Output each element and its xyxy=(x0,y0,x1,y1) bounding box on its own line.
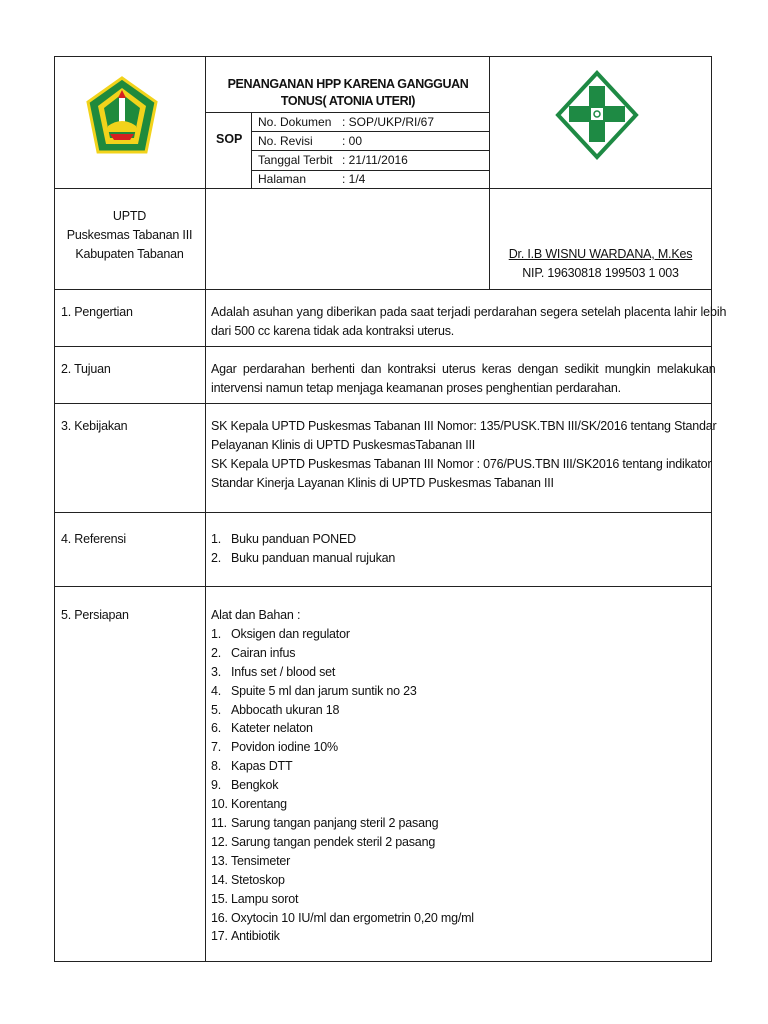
regency-crest-icon xyxy=(86,76,158,156)
list-number: 16. xyxy=(211,910,228,925)
list-number: 1. xyxy=(211,532,222,546)
section-pengertian-text xyxy=(211,303,727,341)
org-line-3: Kabupaten Tabanan xyxy=(75,247,184,261)
org-line-2: Puskesmas Tabanan III xyxy=(66,228,193,242)
list-text: Korentang xyxy=(231,797,287,812)
list-text: Lampu sorot xyxy=(231,891,299,906)
section-referensi-label: 4. Referensi xyxy=(61,532,126,546)
list-text: Stetoskop xyxy=(231,872,285,887)
list-item xyxy=(211,833,474,852)
persiapan-heading: Alat dan Bahan : xyxy=(211,608,301,622)
list-text: Infus set / blood set xyxy=(231,664,336,679)
signatory-nip: NIP. 19630818 199503 1 003 xyxy=(522,266,679,280)
signatory-name xyxy=(489,245,712,263)
list-number: 15. xyxy=(211,891,228,906)
list-text: Buku panduan PONED xyxy=(231,532,356,546)
section-kebijakan-text xyxy=(211,417,717,493)
list-text: Sarung tangan pendek steril 2 pasang xyxy=(231,834,436,849)
list-item xyxy=(211,644,474,663)
text-line: dari 500 cc karena tidak ada kontraksi uterus. xyxy=(211,324,455,338)
list-number: 4. xyxy=(211,683,222,698)
list-text: Kapas DTT xyxy=(231,759,293,774)
meta-value: : SOP/UKP/RI/67 xyxy=(342,115,435,129)
list-item xyxy=(211,814,474,833)
text-line: Adalah asuhan yang diberikan pada saat terjadi perdarahan segera setelah placenta lahir lebih xyxy=(211,305,727,319)
list-number: 2. xyxy=(211,550,222,565)
list-text: Buku panduan manual rujukan xyxy=(231,550,396,565)
list-number: 7. xyxy=(211,740,222,755)
list-item xyxy=(211,682,474,701)
persiapan-items xyxy=(211,625,474,946)
list-text: Tensimeter xyxy=(231,853,291,868)
list-text: Kateter nelaton xyxy=(231,721,313,736)
list-item xyxy=(211,909,474,928)
meta-no-revisi xyxy=(258,132,362,150)
referensi-list xyxy=(211,530,395,568)
list-number: 5. xyxy=(211,702,222,717)
list-number: 2. xyxy=(211,645,222,660)
section-tujuan-label: 2. Tujuan xyxy=(61,362,111,376)
list-item xyxy=(211,927,474,946)
list-number: 12. xyxy=(211,834,228,849)
list-number: 3. xyxy=(211,664,222,679)
text-line: SK Kepala UPTD Puskesmas Tabanan III Nomor : 076/PUS.TBN III/SK2016 tentang indikator xyxy=(211,457,712,471)
list-number: 6. xyxy=(211,721,222,736)
meta-key: No. Revisi xyxy=(258,134,313,148)
meta-key: No. Dokumen xyxy=(258,115,332,129)
list-item xyxy=(211,719,474,738)
list-item xyxy=(211,530,395,549)
text-line: Agar perdarahan berhenti dan kontraksi uterus keras dengan sedikit mungkin melakukan xyxy=(211,362,716,376)
list-number: 9. xyxy=(211,778,222,793)
section-persiapan-label: 5. Persiapan xyxy=(61,608,129,622)
section-tujuan-text xyxy=(211,360,716,398)
meta-no-dokumen xyxy=(258,113,434,131)
meta-value: : 21/11/2016 xyxy=(342,153,408,167)
section-kebijakan-label: 3. Kebijakan xyxy=(61,419,128,433)
text-line: Standar Kinerja Layanan Klinis di UPTD Puskesmas Tabanan III xyxy=(211,476,554,490)
list-number: 10. xyxy=(211,797,228,812)
meta-tanggal-terbit xyxy=(258,151,408,169)
document-title: PENANGANAN HPP KARENA GANGGUAN TONUS( ATONIA UTERI) xyxy=(227,77,469,108)
meta-key: Halaman xyxy=(258,172,307,186)
text-line: SK Kepala UPTD Puskesmas Tabanan III Nomor: 135/PUSK.TBN III/SK/2016 tentang Standar xyxy=(211,419,717,433)
list-number: 14. xyxy=(211,872,228,887)
list-text: Antibiotik xyxy=(231,929,280,944)
list-item xyxy=(211,795,474,814)
signatory-name-text: Dr. I.B WISNU WARDANA, M.Kes xyxy=(508,247,693,261)
list-number: 8. xyxy=(211,759,222,774)
sop-label: SOP xyxy=(216,132,243,146)
list-text: Spuite 5 ml dan jarum suntik no 23 xyxy=(231,683,417,698)
puskesmas-cross-icon xyxy=(555,70,639,160)
list-text: Oxytocin 10 IU/ml dan ergometrin 0,20 mg/ml xyxy=(231,910,474,925)
meta-halaman xyxy=(258,170,365,188)
list-text: Sarung tangan panjang steril 2 pasang xyxy=(231,815,439,830)
list-item xyxy=(211,738,474,757)
meta-value: : 00 xyxy=(342,134,363,148)
list-text: Povidon iodine 10% xyxy=(231,740,338,755)
meta-key: Tanggal Terbit xyxy=(258,153,333,167)
list-item xyxy=(211,757,474,776)
list-item xyxy=(211,871,474,890)
list-item xyxy=(211,776,474,795)
list-text: Cairan infus xyxy=(231,645,296,660)
list-text: Abbocath ukuran 18 xyxy=(231,702,340,717)
text-line: intervensi namun tetap menjaga keamanan proses penghentian perdarahan. xyxy=(211,381,621,395)
list-number: 1. xyxy=(211,626,222,641)
section-pengertian-label: 1. Pengertian xyxy=(61,305,133,319)
list-item xyxy=(211,549,395,568)
meta-value: : 1/4 xyxy=(342,172,366,186)
list-item xyxy=(211,663,474,682)
org-line-1: UPTD xyxy=(112,209,147,223)
list-text: Oksigen dan regulator xyxy=(231,626,350,641)
list-text: Bengkok xyxy=(231,778,279,793)
text-line: Pelayanan Klinis di UPTD PuskesmasTabanan III xyxy=(211,438,476,452)
list-item xyxy=(211,625,474,644)
list-item xyxy=(211,890,474,909)
list-number: 17. xyxy=(211,929,228,944)
list-number: 11. xyxy=(211,815,227,830)
list-number: 13. xyxy=(211,853,228,868)
persiapan-list xyxy=(211,606,474,946)
list-item xyxy=(211,701,474,720)
list-item xyxy=(211,852,474,871)
